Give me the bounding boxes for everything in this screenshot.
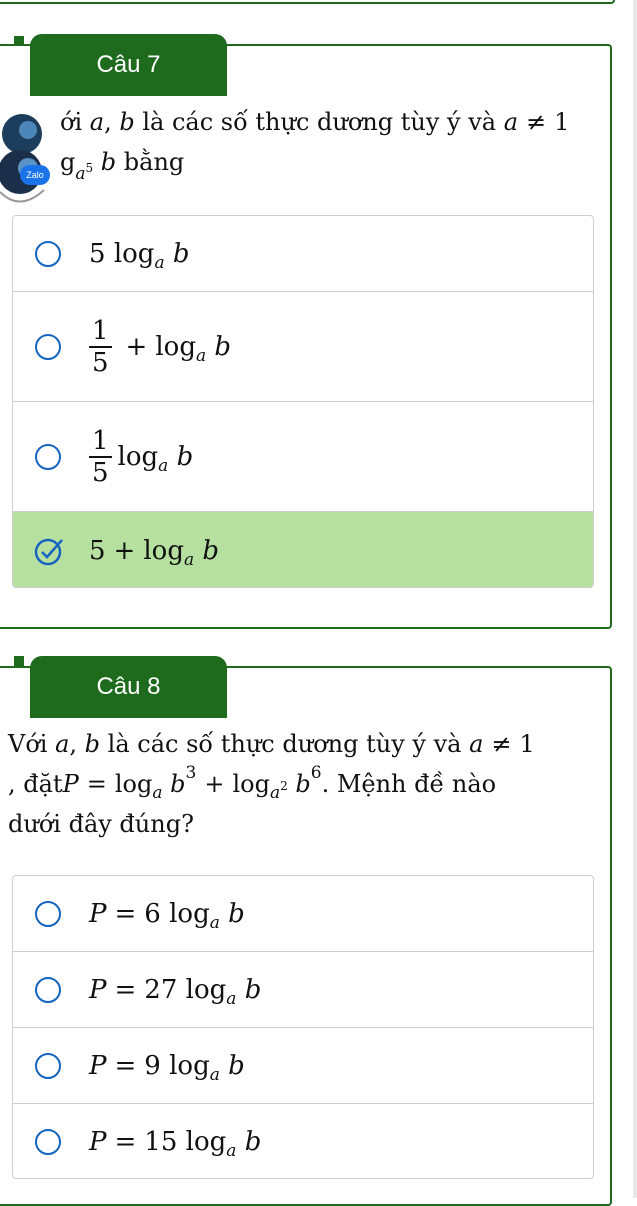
- radio-empty-icon[interactable]: [35, 1129, 61, 1155]
- option-formula: P = 15 log a b: [89, 1127, 262, 1161]
- radio-empty-icon[interactable]: [35, 977, 61, 1003]
- stem-line-3: dưới đây đúng?: [8, 810, 194, 838]
- question-tab-stub: [14, 36, 24, 46]
- previous-card-border: [0, 0, 615, 4]
- zalo-avatar[interactable]: [0, 112, 58, 212]
- option-q8-c[interactable]: [13, 1028, 593, 1104]
- option-q7-c[interactable]: [13, 402, 593, 512]
- question-7-title: Câu 7: [30, 34, 227, 96]
- scroll-edge: [633, 0, 637, 1198]
- option-q8-d[interactable]: [13, 1104, 593, 1179]
- radio-checked-icon[interactable]: [33, 535, 65, 567]
- question-8-stem: [8, 724, 598, 844]
- option-q8-b[interactable]: [13, 952, 593, 1028]
- question-8-title: Câu 8: [30, 656, 227, 718]
- option-q8-a[interactable]: [13, 876, 593, 952]
- option-formula: 5 + log a b: [89, 535, 220, 570]
- zalo-badge: Zalo: [20, 165, 50, 185]
- question-7-options: [12, 215, 594, 588]
- option-formula: 5 log a b: [89, 238, 190, 273]
- stem-line-2: , đặt P = log a b 3 + log a 2 b 6 . Mệnh đề nào: [8, 763, 497, 803]
- radio-empty-icon[interactable]: [35, 444, 61, 470]
- option-formula: P = 9 log a b: [89, 1050, 245, 1085]
- stem-line-1: Với a, b là các số thực dương tùy ý và a ≠ 1: [8, 730, 535, 758]
- radio-empty-icon[interactable]: [35, 1053, 61, 1079]
- option-formula: $\frac{1}{5}$ log a b: [89, 426, 193, 488]
- option-q7-b[interactable]: [13, 292, 593, 402]
- option-q7-d[interactable]: [13, 512, 593, 588]
- question-tab-stub: [14, 656, 24, 666]
- option-q7-a[interactable]: [13, 216, 593, 292]
- radio-empty-icon[interactable]: [35, 901, 61, 927]
- question-7-stem: [8, 102, 598, 186]
- option-formula: $\frac{1}{5}$ + log a b: [89, 316, 231, 378]
- question-8-options: [12, 875, 594, 1179]
- radio-empty-icon[interactable]: [35, 334, 61, 360]
- radio-empty-icon[interactable]: [35, 241, 61, 267]
- stem-line-2: $g_a5$ b bằng: [60, 148, 185, 184]
- option-formula: P = 27 log a b: [89, 974, 262, 1009]
- stem-line-1: ới a, b là các số thực dương tùy ý và a ≠ 1: [60, 108, 570, 136]
- option-formula: P = 6 log a b: [89, 898, 245, 933]
